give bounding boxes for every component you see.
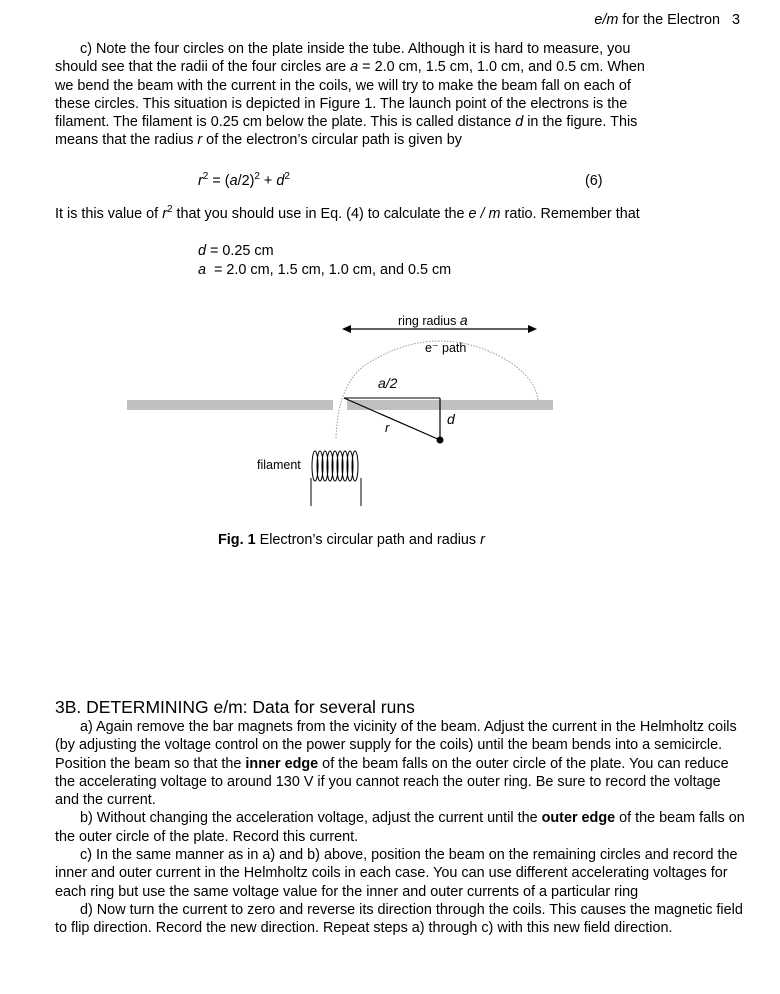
arrow-left-icon — [342, 325, 351, 333]
ring-radius-label: ring radius a — [398, 312, 468, 328]
section-3b-heading: 3B. DETERMINING e/m: Data for several runs — [55, 697, 415, 717]
path-center-dot — [437, 437, 444, 444]
step-a: a) Again remove the bar magnets from the vicinity of the beam. Adjust the current in the Helmholtz coils (by adjusting the voltage control on the power supply for the coils) until the beam bends into a semicircle. Position the beam so that the inner edge of the beam falls on the outer circle of the plate. You can reduce the accelerating voltage to around 130 V if you cannot reach the outer ring. Be sure to record the voltage and the current. — [55, 719, 737, 809]
electron-path-label: e⁻ path — [425, 341, 467, 355]
constant-d: d = 0.25 cm — [198, 243, 274, 259]
section-c-line-6: means that the radius r of the electron’s circular path is given by — [55, 132, 462, 149]
step-c: c) In the same manner as in a) and b) above, position the beam on the remaining circles and record the inner and outer current in the Helmholtz coils in each case. You can use different accelerating voltages for each ring but use the same voltage value for the inner and outer currents of a particular ring — [55, 847, 738, 900]
plate-left — [127, 400, 333, 410]
electron-path-arc — [336, 341, 538, 438]
page-number: 3 — [731, 12, 740, 28]
half-a-label: a/2 — [378, 375, 398, 391]
step-d: d) Now turn the current to zero and reverse its direction through the coils. This causes the magnetic field to flip direction. Record the new direction. Repeat steps a) through c) with this new field direction. — [55, 901, 743, 937]
section-c-line-2: should see that the radii of the four circles are a = 2.0 cm, 1.5 cm, 1.0 cm, and 0.5 cm. When — [55, 59, 645, 76]
section-c-line-1: c) Note the four circles on the plate inside the tube. Although it is hard to measure, you — [80, 41, 631, 57]
section-c-line-3: we bend the beam with the current in the coils, we will try to make the beam fall on each of — [55, 77, 631, 94]
filament-coil-icon — [311, 451, 361, 506]
equation-6: $r^2 = (a/2)^2 + d^2$ — [198, 171, 290, 189]
figure-1-diagram — [0, 300, 780, 520]
equation-number: (6) — [585, 173, 603, 189]
step-b: b) Without changing the acceleration voltage, adjust the current until the outer edge of the beam falls on the outer circle of the plate. Record this current. — [55, 810, 745, 845]
r-label: r — [385, 420, 390, 435]
section-3b-body — [55, 718, 745, 938]
header-title: for the Electron — [618, 12, 720, 28]
section-c-line-4: these circles. This situation is depicted in Figure 1. The launch point of the electrons is the — [55, 95, 628, 112]
constant-a: a = 2.0 cm, 1.5 cm, 1.0 cm, and 0.5 cm — [198, 262, 452, 278]
filament-label: filament — [257, 458, 301, 472]
header-title-italic: e/m — [594, 12, 619, 28]
figure-caption: Fig. 1 Electron’s circular path and radius r — [218, 532, 485, 548]
arrow-right-icon — [528, 325, 537, 333]
section-c-line-5: filament. The filament is 0.25 cm below the plate. This is called distance d in the figure. This — [55, 114, 638, 131]
page-header — [0, 12, 740, 28]
section-c-paragraph — [55, 40, 745, 150]
use-r-squared-line: It is this value of $r^2$ that you should use in Eq. (4) to calculate the e / m ratio. Remember that — [55, 204, 640, 222]
plate-right — [347, 400, 553, 410]
d-label: d — [447, 411, 455, 427]
